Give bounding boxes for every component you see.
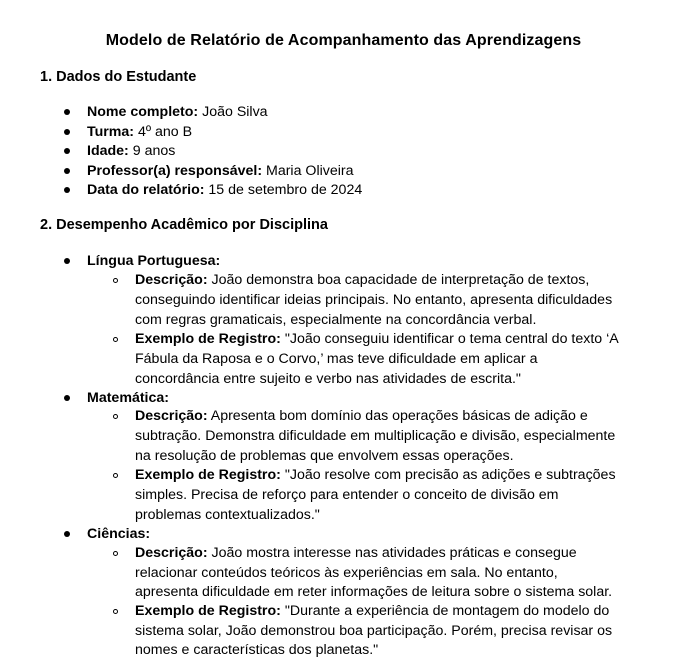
document-title: Modelo de Relatório de Acompanhamento das Aprendizagens: [105, 32, 582, 49]
example-line: nomes e características dos planetas.": [135, 642, 379, 658]
field-label: Idade:: [87, 143, 129, 159]
example-line: Fábula da Raposa e o Corvo,’ mas teve dificuldade em aplicar a: [135, 351, 538, 367]
example-line: "Durante a experiência de montagem do modelo do: [284, 603, 610, 619]
description-line: apresenta dificuldade em reter informações de leitura sobre o sistema solar.: [135, 584, 613, 600]
description-line: Apresenta bom domínio das operações básicas de adição e: [210, 408, 588, 424]
circle-bullet-icon: [113, 551, 118, 556]
field-label: Turma:: [87, 124, 135, 140]
subject-name: Matemática:: [87, 390, 170, 406]
description-line: João mostra interesse nas atividades práticas e consegue: [211, 545, 577, 561]
field-label: Professor(a) responsável:: [87, 163, 263, 179]
description-line: relacionar conteúdos teóricos às experiências em sala. No entanto,: [135, 565, 558, 581]
example-line: simples. Precisa de reforço para entender o conceito de divisão em: [135, 487, 559, 503]
bullet-icon: [64, 168, 70, 174]
example-label: Exemplo de Registro:: [135, 603, 281, 619]
example-label: Exemplo de Registro:: [135, 467, 281, 483]
description-line: conseguindo identificar ideias principais. No entanto, apresenta dificuldades: [135, 292, 613, 308]
field-value: 4º ano B: [137, 124, 193, 140]
bullet-icon: [64, 258, 70, 264]
example-line: concordância entre sujeito e verbo nas atividades de escrita.": [135, 371, 521, 387]
bullet-icon: [64, 531, 70, 537]
subject-name: Língua Portuguesa:: [87, 253, 221, 269]
description-label: Descrição:: [135, 272, 208, 288]
example-line: "João conseguiu identificar o tema central do texto ‘A: [284, 331, 619, 347]
subject-name: Ciências:: [87, 526, 151, 542]
description-line: com regras gramaticais, especialmente na concordância verbal.: [135, 312, 537, 328]
field-label: Data do relatório:: [87, 182, 205, 198]
example-line: problemas contextualizados.": [135, 507, 320, 523]
field-value: 15 de setembro de 2024: [208, 182, 363, 198]
example-label: Exemplo de Registro:: [135, 331, 281, 347]
circle-bullet-icon: [113, 414, 118, 419]
description-line: João demonstra boa capacidade de interpretação de textos,: [211, 272, 590, 288]
circle-bullet-icon: [113, 473, 118, 478]
field-label: Nome completo:: [87, 104, 199, 120]
circle-bullet-icon: [113, 278, 118, 283]
circle-bullet-icon: [113, 609, 118, 614]
bullet-icon: [64, 395, 70, 401]
bullet-icon: [64, 129, 70, 135]
example-line: sistema solar, João demonstrou boa participação. Porém, precisa revisar os: [135, 623, 613, 639]
example-line: "João resolve com precisão as adições e subtrações: [284, 467, 616, 483]
field-value: Maria Oliveira: [266, 163, 354, 179]
bullet-icon: [64, 109, 70, 115]
section-heading-student-data: 1. Dados do Estudante: [40, 69, 197, 85]
description-label: Descrição:: [135, 545, 208, 561]
field-value: João Silva: [202, 104, 268, 120]
description-label: Descrição:: [135, 408, 208, 424]
section-heading-academic-performance: 2. Desempenho Acadêmico por Disciplina: [40, 217, 328, 233]
description-line: na resolução de problemas que envolvem essas operações.: [135, 448, 514, 464]
description-line: subtração. Demonstra dificuldade em multiplicação e divisão, especialmente: [135, 428, 616, 444]
bullet-icon: [64, 187, 70, 193]
circle-bullet-icon: [113, 337, 118, 342]
bullet-icon: [64, 148, 70, 154]
field-value: 9 anos: [132, 143, 176, 159]
